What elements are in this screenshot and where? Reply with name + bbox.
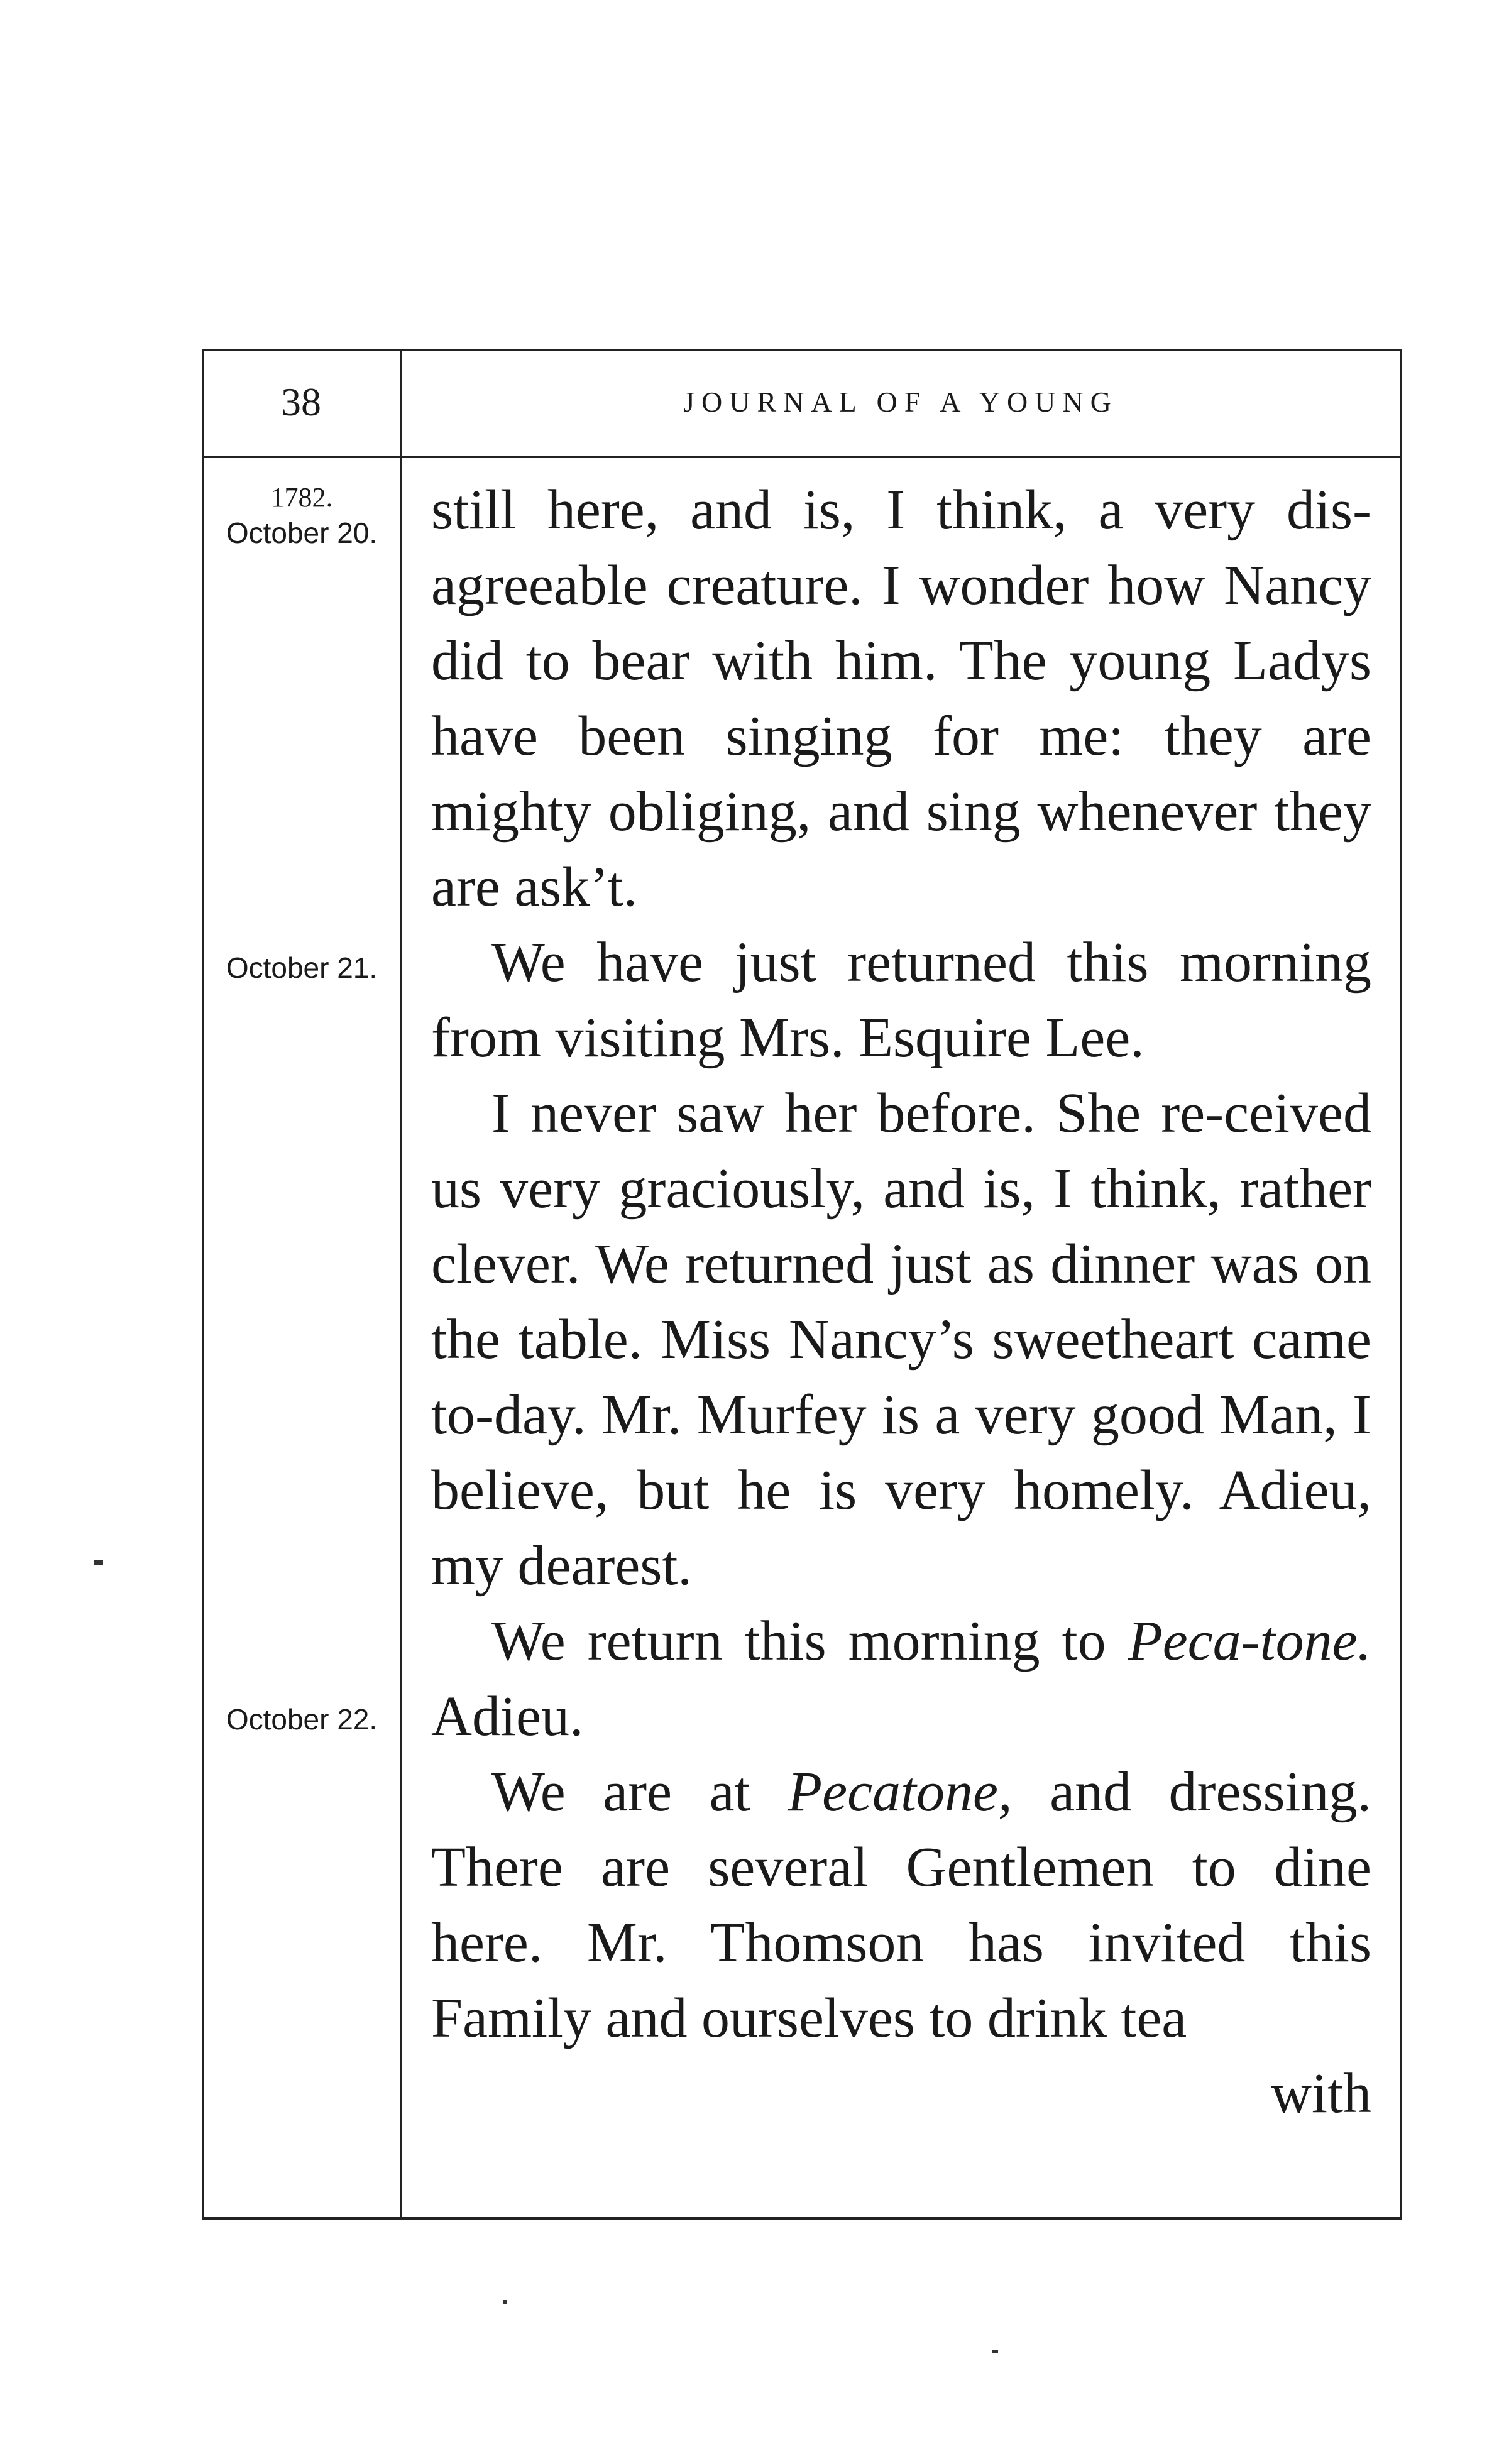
margin-column-divider <box>400 349 402 2218</box>
text-run: We return this morning to <box>491 1610 1106 1672</box>
text-run: Adieu. <box>431 1685 584 1748</box>
margin-year: 1782. <box>270 482 333 513</box>
paragraph <box>431 1755 1371 2056</box>
margin-note-oct-21 <box>207 950 396 985</box>
header-rule <box>202 456 1400 458</box>
print-speck <box>503 2300 507 2304</box>
text-run: and dressing. There are several Gentlemen to dine here. Mr. Thomson has invited this Family and ourselves to drink tea <box>431 1761 1372 2049</box>
print-speck <box>992 2350 998 2353</box>
paragraph <box>431 1604 1371 1755</box>
paragraph: I never saw her before. She re-ceived us very graciously, and is, I think, rather clever. We returned just as dinner was on the table. Miss Nancy’s sweetheart came to-day. Mr. Murfey is a very good Man, I believe, but he is very homely. Adieu, my dearest. <box>431 1082 1371 1597</box>
paragraph: We have just returned this morning from visiting Mrs. Esquire Lee. <box>431 931 1371 1069</box>
place-name-italic: Pecatone, <box>788 1761 1013 1823</box>
margin-note-oct-22 <box>207 1702 396 1737</box>
catchword: with <box>1270 2062 1371 2125</box>
running-title: JOURNAL OF A YOUNG <box>683 386 1118 418</box>
margin-date: October 21. <box>226 951 378 984</box>
journal-text <box>431 473 1371 2132</box>
paragraph: still here, and is, I think, a very dis-agreeable creature. I wonder how Nancy did to bear with him. The young Ladys have been singing for me: they are mighty obliging, and sing whenever they are ask’t. <box>431 479 1371 918</box>
text-run: We are at <box>491 1761 750 1823</box>
margin-note-oct-20 <box>207 480 396 550</box>
margin-date: October 22. <box>226 1703 378 1736</box>
margin-date: October 20. <box>226 517 378 549</box>
place-name-italic: Peca-tone. <box>1128 1610 1372 1672</box>
print-speck <box>94 1560 103 1565</box>
page-number: 38 <box>281 380 321 424</box>
